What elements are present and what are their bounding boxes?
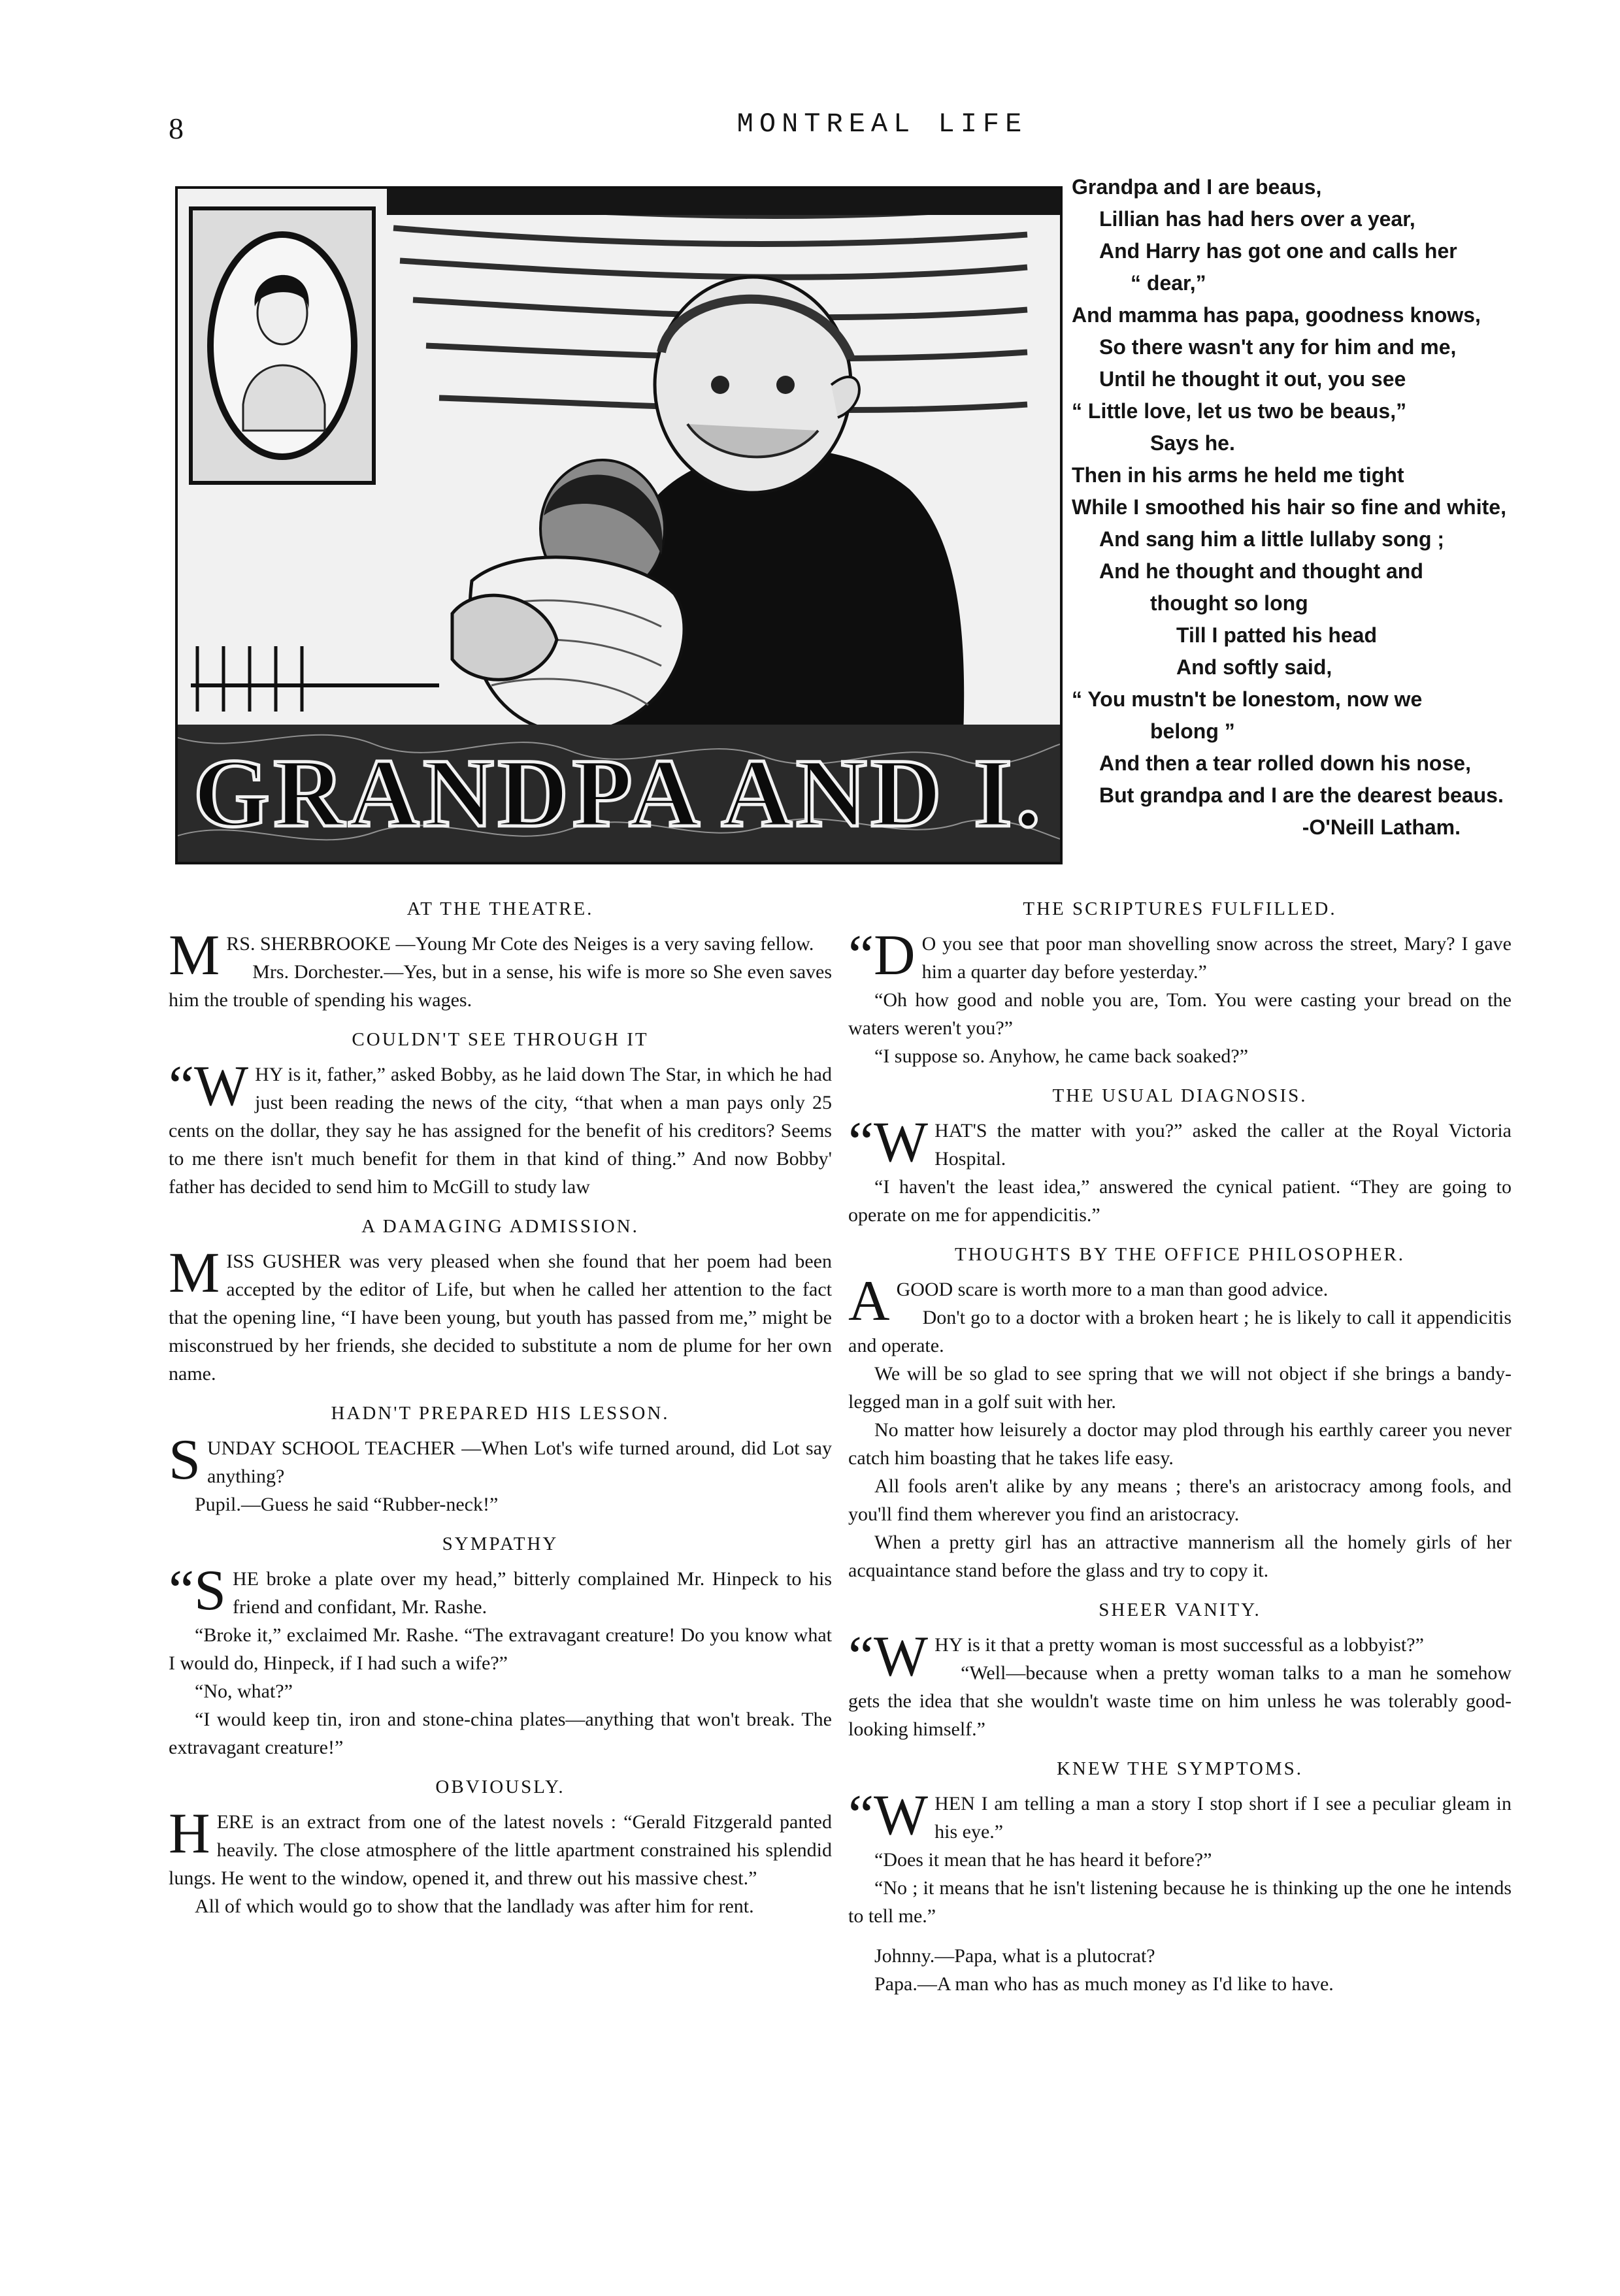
article-paragraph: [848, 1625, 1512, 1688]
article-heading: THOUGHTS BY THE OFFICE PHILOSOPHER.: [954, 1244, 1406, 1265]
paragraph-text: Papa.—A man who has as much money as I'd like to have.: [874, 1973, 1334, 1995]
poem-line: And then a tear rolled down his nose,: [1099, 751, 1471, 775]
left-column: [169, 895, 832, 1932]
poem-line: thought so long: [1150, 591, 1308, 615]
poem-line: Grandpa and I are beaus,: [1072, 175, 1322, 199]
article-paragraph: [848, 1942, 1512, 1970]
paragraph-text: UNDAY SCHOOL TEACHER —When Lot's wife turned around, did Lot say anything?: [207, 1437, 832, 1487]
paragraph-text: “Oh how good and noble you are, Tom. You were casting your bread on the waters weren't you?”: [848, 989, 1512, 1039]
article-heading: COULDN'T SEE THROUGH IT: [352, 1029, 649, 1050]
paragraph-text: HY is it, father,” asked Bobby, as he laid down The Star, in which he had just been reading the news of the city, “that when a man pays only 25 cents on the dollar, they say he has assigned for the benefit of his creditors? Seems to me there isn't much benefit for them in that kind of thing.” And now Bobby' father has decided to send him to McGill to study law: [169, 1064, 832, 1198]
illustration-drawing: [178, 189, 1060, 862]
poem-line: So there wasn't any for him and me,: [1099, 335, 1457, 359]
poem-line: Then in his arms he held me tight: [1072, 463, 1404, 487]
article: [848, 1596, 1512, 1743]
drop-cap: M: [169, 924, 220, 987]
paragraph-text: HY is it that a pretty woman is most successful as a lobbyist?”: [934, 1634, 1424, 1656]
poem-line: “ Little love, let us two be beaus,”: [1072, 399, 1407, 423]
paragraph-text: O you see that poor man shovelling snow across the street, Mary? I gave him a quarter day before yesterday.”: [921, 933, 1512, 983]
article-paragraph: [848, 1111, 1512, 1174]
paragraph-text: “I suppose so. Anyhow, he came back soaked?”: [874, 1045, 1249, 1067]
article: [848, 1942, 1512, 1998]
paragraph-text: “No ; it means that he isn't listening because he is thinking up the one he intends to tell me.”: [848, 1877, 1512, 1927]
paragraph-text: HE broke a plate over my head,” bitterly complained Mr. Hinpeck to his friend and confidant, Mr. Rashe.: [233, 1568, 832, 1618]
article-heading: SHEER VANITY.: [1099, 1599, 1261, 1620]
article: [848, 1755, 1512, 1930]
paragraph-text: HEN I am telling a man a story I stop short if I see a peculiar gleam in his eye.”: [934, 1793, 1512, 1843]
paragraph-text: “I haven't the least idea,” answered the cynical patient. “They are going to operate on me for appendicitis.”: [848, 1176, 1512, 1226]
paragraph-text: No matter how leisurely a doctor may plod through his earthly career you never catch him boasting that he takes life easy.: [848, 1419, 1512, 1469]
article: [169, 1400, 832, 1518]
article-heading: SYMPATHY: [442, 1533, 559, 1554]
article-paragraph: [848, 1846, 1512, 1874]
article-paragraph: [169, 1621, 832, 1677]
drop-cap: “W: [848, 1111, 929, 1174]
article-paragraph: [848, 1472, 1512, 1528]
article: [169, 895, 832, 1014]
paragraph-text: “I would keep tin, iron and stone-china plates—anything that won't break. The extravagant creature!”: [169, 1709, 832, 1758]
article-paragraph: [848, 1360, 1512, 1416]
article-paragraph: [848, 924, 1512, 987]
drop-cap: H: [169, 1802, 210, 1865]
article-heading: THE SCRIPTURES FULFILLED.: [1023, 898, 1337, 919]
poem-line: But grandpa and I are the dearest beaus.: [1099, 783, 1504, 807]
paragraph-text: “Does it mean that he has heard it before?”: [874, 1849, 1212, 1871]
grandpa-and-i-illustration: [175, 186, 1063, 864]
poem-line: And mamma has papa, goodness knows,: [1072, 303, 1481, 327]
paragraph-text: “Well—because when a pretty woman talks to a man he somehow gets the idea that she wouldn't waste time on him unless he was tolerably good-looking himself.”: [848, 1662, 1512, 1740]
paragraph-text: Mrs. Dorchester.—Yes, but in a sense, his wife is more so She even saves him the trouble of spending his wages.: [169, 961, 832, 1011]
paragraph-text: We will be so glad to see spring that we will not object if she brings a bandy-legged man in a golf suit with her.: [848, 1363, 1512, 1413]
article-paragraph: [848, 986, 1512, 1042]
poem-line: And Harry has got one and calls her: [1099, 239, 1457, 263]
drop-cap: “S: [169, 1559, 226, 1622]
poem-line: And sang him a little lullaby song ;: [1099, 527, 1445, 551]
masthead: MONTREAL LIFE: [736, 108, 1028, 140]
drop-cap: “D: [848, 924, 916, 987]
paragraph-text: RS. SHERBROOKE —Young Mr Cote des Neiges is a very saving fellow.: [226, 933, 814, 955]
article: [848, 1241, 1512, 1584]
paragraph-text: Johnny.—Papa, what is a plutocrat?: [874, 1945, 1155, 1967]
article-paragraph: [169, 1559, 832, 1622]
article-paragraph: [169, 1055, 832, 1201]
article-paragraph: [848, 1042, 1512, 1070]
drop-cap: “W: [848, 1625, 929, 1688]
poem-line: Lillian has had hers over a year,: [1099, 207, 1415, 231]
article-paragraph: [169, 1802, 832, 1892]
article-paragraph: [848, 1173, 1512, 1229]
poem-line: While I smoothed his hair so fine and white,: [1072, 495, 1506, 519]
illustration-title-lettering: GRANDPA AND I.: [193, 739, 1045, 847]
poem-line: And he thought and thought and: [1099, 559, 1423, 583]
article-heading: AT THE THEATRE.: [406, 898, 594, 919]
article-paragraph: [848, 1304, 1512, 1360]
paragraph-text: ERE is an extract from one of the latest novels : “Gerald Fitzgerald panted heavily. The close atmosphere of the little apartment constrained his splendid lungs. He went to the window, opened it, and threw out his massive chest.”: [169, 1811, 832, 1889]
paragraph-text: “Broke it,” exclaimed Mr. Rashe. “The extravagant creature! Do you know what I would do, Hinpeck, if I had such a wife?”: [169, 1624, 832, 1674]
poem-line: “ You mustn't be lonestom, now we: [1072, 687, 1423, 711]
paragraph-text: All fools aren't alike by any means ; there's an aristocracy among fools, and you'll find them wherever you find an aristocracy.: [848, 1475, 1512, 1525]
poem-attribution: -O'Neill Latham.: [1302, 815, 1461, 839]
article-heading: A DAMAGING ADMISSION.: [361, 1216, 639, 1237]
article: [169, 1026, 832, 1201]
article-paragraph: [169, 1705, 832, 1762]
article-heading: THE USUAL DIAGNOSIS.: [1052, 1085, 1308, 1106]
article: [848, 895, 1512, 1070]
drop-cap: A: [848, 1270, 890, 1333]
drop-cap: “W: [848, 1784, 929, 1847]
article: [169, 1213, 832, 1388]
article-paragraph: [169, 1428, 832, 1492]
article: [169, 1773, 832, 1920]
article-paragraph: [848, 1784, 1512, 1847]
poem: [1072, 171, 1529, 844]
paragraph-text: Pupil.—Guess he said “Rubber-neck!”: [195, 1494, 499, 1515]
article-heading: KNEW THE SYMPTOMS.: [1056, 1758, 1304, 1779]
article-paragraph: [169, 1677, 832, 1705]
paragraph-text: HAT'S the matter with you?” asked the caller at the Royal Victoria Hospital.: [934, 1120, 1512, 1170]
paragraph-text: GOOD scare is worth more to a man than good advice.: [896, 1279, 1329, 1300]
article-heading: OBVIOUSLY.: [435, 1777, 565, 1797]
poem-line: Says he.: [1150, 431, 1235, 455]
article: [169, 1530, 832, 1762]
article-paragraph: [848, 1874, 1512, 1930]
paragraph-text: Don't go to a doctor with a broken heart ; he is likely to call it appendicitis and operate.: [848, 1307, 1512, 1356]
poem-line: Until he thought it out, you see: [1099, 367, 1406, 391]
article-paragraph: [169, 1892, 832, 1920]
article-paragraph: [169, 1241, 832, 1388]
paragraph-text: “No, what?”: [195, 1681, 293, 1702]
drop-cap: M: [169, 1241, 220, 1305]
poem-line: And softly said,: [1176, 655, 1332, 679]
drop-cap: S: [169, 1428, 201, 1492]
paragraph-text: When a pretty girl has an attractive mannerism all the homely girls of her acquaintance stand before the glass and try to copy it.: [848, 1532, 1512, 1581]
poem-line: Till I patted his head: [1176, 623, 1378, 647]
page-number: 8: [169, 112, 184, 145]
article-heading: HADN'T PREPARED HIS LESSON.: [331, 1403, 670, 1424]
right-column: [848, 895, 1512, 2010]
poem-line: “ dear,”: [1131, 271, 1206, 295]
article: [848, 1082, 1512, 1229]
article-paragraph: [848, 1659, 1512, 1743]
article-paragraph: [848, 1970, 1512, 1998]
article-paragraph: [169, 1490, 832, 1518]
drop-cap: “W: [169, 1055, 249, 1118]
paragraph-text: All of which would go to show that the landlady was after him for rent.: [195, 1895, 754, 1917]
article-paragraph: [848, 1416, 1512, 1472]
poem-line: belong ”: [1150, 719, 1235, 743]
article-paragraph: [848, 1528, 1512, 1584]
paragraph-text: ISS GUSHER was very pleased when she found that her poem had been accepted by the editor of Life, but when he called her attention to the fact that the opening line, “I have been young, but youth has passed from me,” might be misconstrued by her friends, she decided to substitute a nom de plume for her own name.: [169, 1251, 832, 1385]
article-paragraph: [169, 958, 832, 1014]
